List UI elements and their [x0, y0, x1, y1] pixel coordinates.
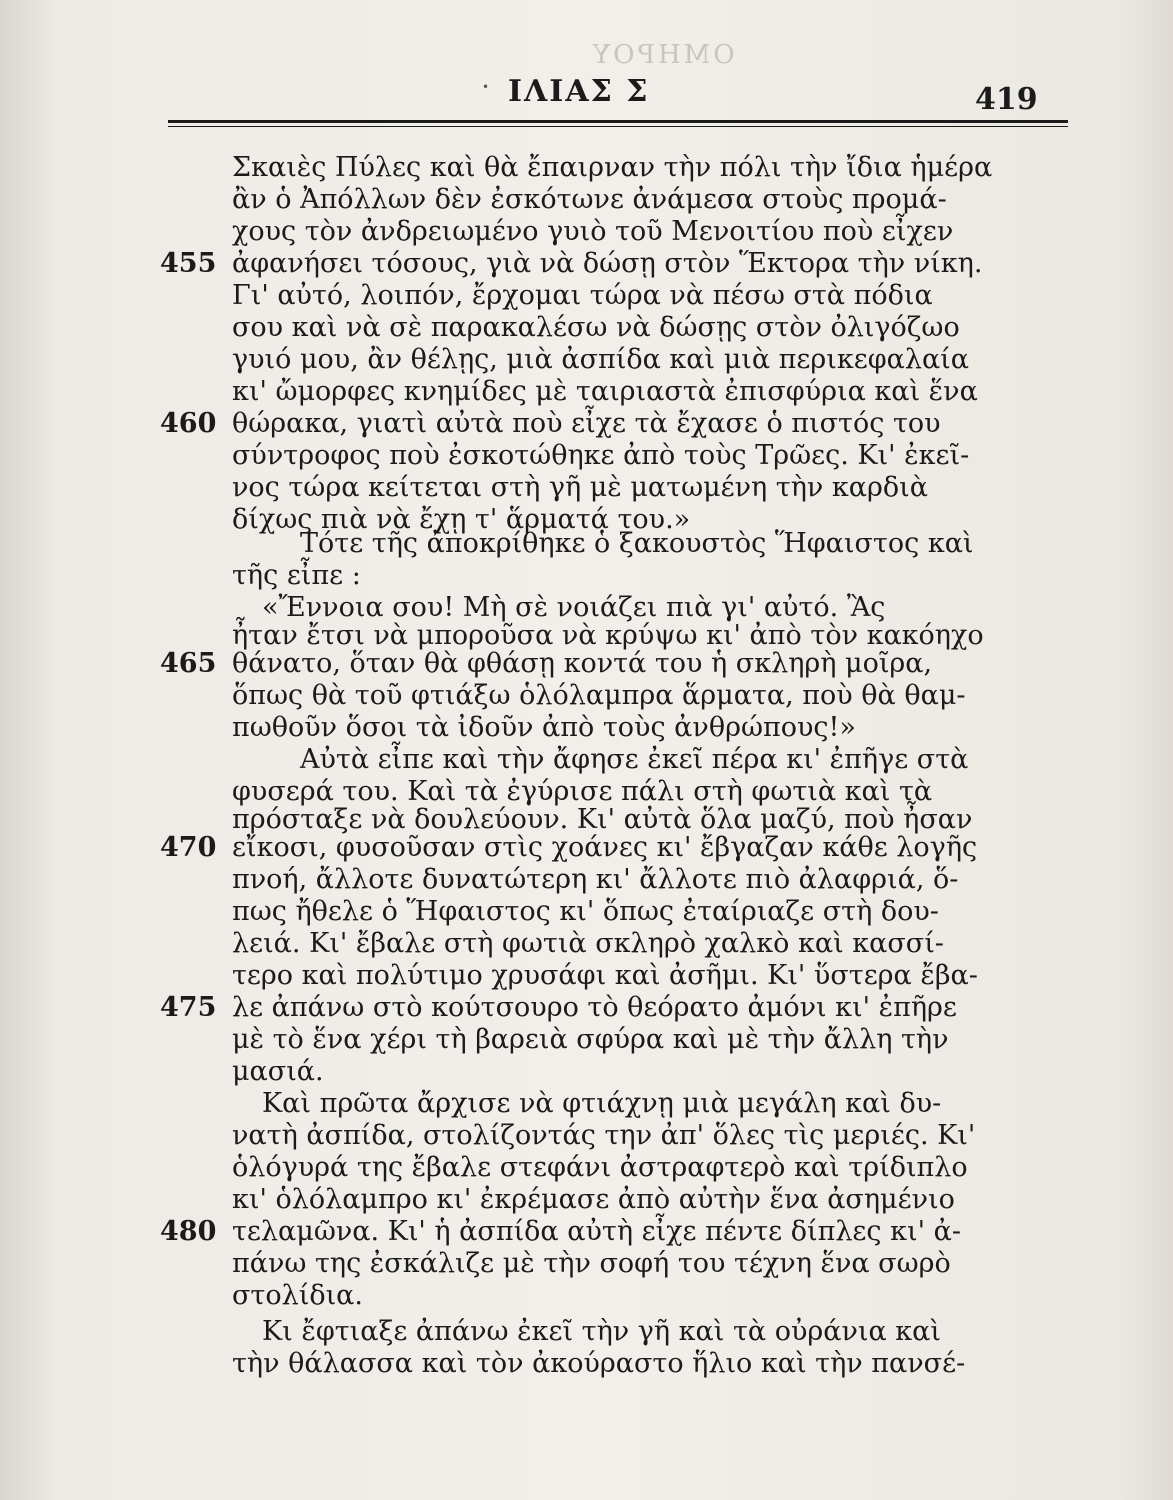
text-line: κι' ὤμορφες κνημίδες μὲ ταιριαστὰ ἐπισφύρια καὶ ἕνα	[232, 376, 978, 407]
text-line: Τότε τῆς ἀποκρίθηκε ὁ ξακουστὸς Ἥφαιστος καὶ	[300, 528, 974, 559]
line-number: 480	[160, 1216, 217, 1247]
header-rule-thin	[168, 126, 1068, 127]
text-line: ἦταν ἔτσι νὰ μποροῦσα νὰ κρύψω κι' ἀπὸ τὸν κακόηχο	[232, 620, 984, 651]
text-line: θάνατο, ὅταν θὰ φθάσῃ κοντά του ἡ σκληρὴ μοῖρα,	[232, 648, 933, 679]
header-rule	[168, 120, 1068, 123]
line-number: 460	[160, 408, 217, 439]
text-line: ἂν ὁ Ἀπόλλων δὲν ἐσκότωνε ἀνάμεσα στοὺς προμά-	[232, 184, 947, 215]
text-line: Γι' αὐτό, λοιπόν, ἔρχομαι τώρα νὰ πέσω στὰ πόδια	[232, 280, 933, 311]
line-number: 470	[160, 832, 217, 863]
text-line: πρόσταξε νὰ δουλεύουν. Κι' αὐτὰ ὅλα μαζύ, ποὺ ἦσαν	[232, 804, 973, 835]
running-header-title: ΙΛΙΑΣ Σ	[508, 74, 650, 109]
text-line: λειά. Κι' ἔβαλε στὴ φωτιὰ σκληρὸ χαλκὸ καὶ κασσί-	[232, 928, 944, 959]
text-line: χους τὸν ἀνδρειωμένο γυιὸ τοῦ Μενοιτίου ποὺ εἶχεν	[232, 216, 954, 247]
text-line: σου καὶ νὰ σὲ παρακαλέσω νὰ δώσῃς στὸν ὀλιγόζωο	[232, 312, 960, 343]
text-line: τῆς εἶπε :	[232, 560, 361, 591]
text-line: εἴκοσι, φυσοῦσαν στὶς χοάνες κι' ἔβγαζαν κάθε λογῆς	[232, 832, 978, 863]
text-line: ἀφανήσει τόσους, γιὰ νὰ δώσῃ στὸν Ἕκτορα τὴν νίκη.	[232, 248, 983, 279]
text-line: νατὴ ἀσπίδα, στολίζοντάς την ἀπ' ὅλες τὶς μεριές. Κι'	[232, 1120, 976, 1151]
text-line: δίχως πιὰ νὰ ἔχῃ τ' ἅρματά του.»	[232, 504, 691, 535]
text-line: τὴν θάλασσα καὶ τὸν ἀκούραστο ἥλιο καὶ τὴν πανσέ-	[232, 1348, 966, 1379]
text-line: Σκαιὲς Πύλες καὶ θὰ ἔπαιρναν τὴν πόλι τὴν ἴδια ἡμέρα	[232, 152, 993, 183]
text-line: Αὐτὰ εἶπε καὶ τὴν ἄφησε ἐκεῖ πέρα κι' ἐπῆγε στὰ	[300, 744, 969, 775]
text-line: νος τώρα κείτεται στὴ γῆ μὲ ματωμένη τὴν καρδιὰ	[232, 472, 928, 503]
text-line: πνοή, ἄλλοτε δυνατώτερη κι' ἄλλοτε πιὸ ἀλαφριά, ὅ-	[232, 864, 959, 895]
text-line: ὅπως θὰ τοῦ φτιάξω ὁλόλαμπρα ἅρματα, ποὺ θὰ θαμ-	[232, 680, 966, 711]
line-number: 455	[160, 248, 217, 279]
line-number: 465	[160, 648, 217, 679]
text-line: τερο καὶ πολύτιμο χρυσάφι καὶ ἀσῆμι. Κι' ὕστερα ἔβα-	[232, 960, 978, 991]
text-line: κι' ὁλόλαμπρο κι' ἐκρέμασε ἀπὸ αὐτὴν ἕνα ἀσημένιο	[232, 1184, 955, 1215]
text-line: λε ἀπάνω στὸ κούτσουρο τὸ θεόρατο ἀμόνι κι' ἐπῆρε	[232, 992, 957, 1023]
text-line: φυσερά του. Καὶ τὰ ἐγύρισε πάλι στὴ φωτιὰ καὶ τὰ	[232, 776, 933, 807]
text-line: τελαμῶνα. Κι' ἡ ἀσπίδα αὐτὴ εἶχε πέντε δίπλες κι' ἀ-	[232, 1216, 961, 1247]
header-dot: •	[482, 80, 490, 94]
text-line: θώρακα, γιατὶ αὐτὰ ποὺ εἶχε τὰ ἔχασε ὁ πιστός του	[232, 408, 941, 439]
text-line: πως ἤθελε ὁ Ἥφαιστος κι' ὅπως ἐταίριαζε στὴ δου-	[232, 896, 939, 927]
text-line: μασιά.	[232, 1056, 324, 1087]
page-number: 419	[975, 82, 1038, 117]
text-line: ὁλόγυρά της ἔβαλε στεφάνι ἀστραφτερὸ καὶ τρίδιπλο	[232, 1152, 968, 1183]
text-line: πωθοῦν ὅσοι τὰ ἰδοῦν ἀπὸ τοὺς ἀνθρώπους!»	[232, 712, 856, 743]
text-line: Κι ἔφτιαξε ἀπάνω ἐκεῖ τὴν γῆ καὶ τὰ οὐράνια καὶ	[262, 1316, 941, 1347]
line-number: 475	[160, 992, 217, 1023]
text-line: μὲ τὸ ἕνα χέρι τὴ βαρειὰ σφύρα καὶ μὲ τὴν ἄλλη τὴν	[232, 1024, 949, 1055]
text-line: στολίδια.	[232, 1280, 363, 1311]
text-line: πάνω της ἐσκάλιζε μὲ τὴν σοφή του τέχνη ἕνα σωρὸ	[232, 1248, 951, 1279]
text-line: γυιό μου, ἂν θέλῃς, μιὰ ἀσπίδα καὶ μιὰ περικεφαλαία	[232, 344, 970, 375]
bleed-through-text: ΟΜΗΡΟΥ	[590, 40, 735, 70]
text-line: σύντροφος ποὺ ἐσκοτώθηκε ἀπὸ τοὺς Τρῶες. Κι' ἐκεῖ-	[232, 440, 970, 471]
text-line: Καὶ πρῶτα ἄρχισε νὰ φτιάχνῃ μιὰ μεγάλη καὶ δυ-	[262, 1088, 942, 1119]
text-line: «Ἔννοια σου! Μὴ σὲ νοιάζει πιὰ γι' αὐτό. Ἂς	[262, 592, 886, 623]
